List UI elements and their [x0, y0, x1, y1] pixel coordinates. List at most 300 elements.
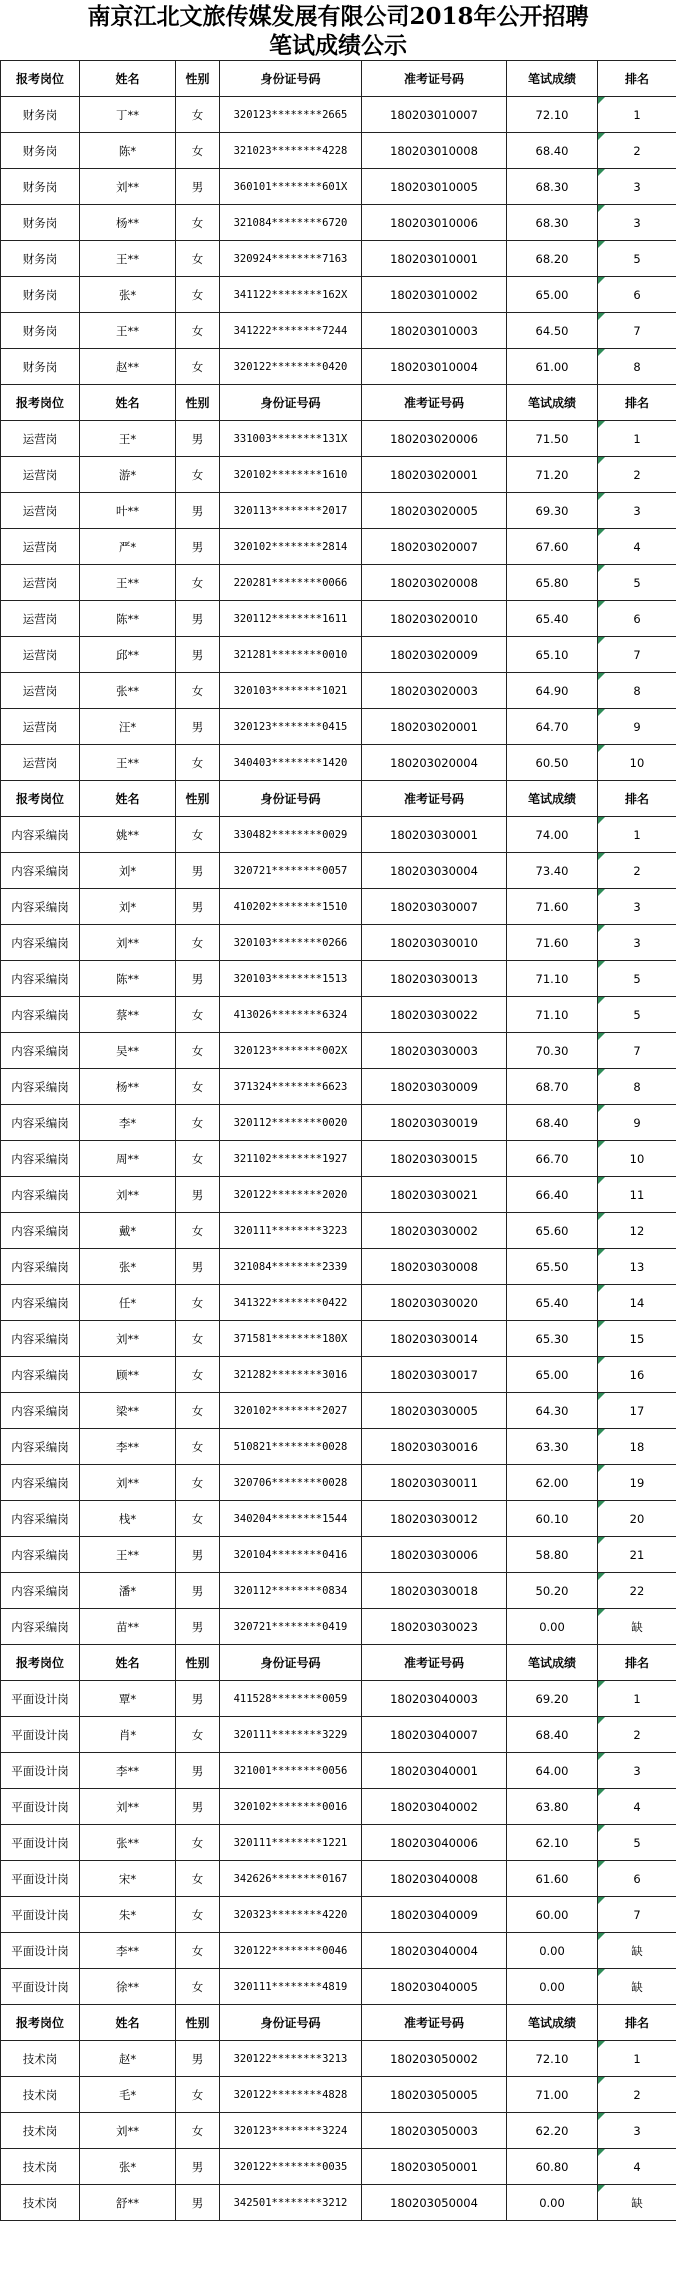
- cell-rank: 16: [598, 1357, 676, 1393]
- cell-id-number: 320111********4819: [220, 1969, 362, 2005]
- cell-id-number: 321023********4228: [220, 133, 362, 169]
- cell-rank: 5: [598, 241, 676, 277]
- table-row: [1, 961, 676, 997]
- cell-score: 0.00: [507, 2185, 598, 2221]
- cell-score: 62.20: [507, 2113, 598, 2149]
- cell-rank: 5: [598, 997, 676, 1033]
- cell-exam-number: 180203040002: [362, 1789, 507, 1825]
- header-name: 姓名: [80, 2005, 176, 2041]
- table-row: [1, 421, 676, 457]
- header-exam-number: 准考证号码: [362, 781, 507, 817]
- cell-position: 平面设计岗: [1, 1681, 80, 1717]
- cell-rank: 5: [598, 961, 676, 997]
- cell-id-number: 340204********1544: [220, 1501, 362, 1537]
- cell-exam-number: 180203030023: [362, 1609, 507, 1645]
- cell-score: 61.00: [507, 349, 598, 385]
- header-rank: 排名: [598, 2005, 676, 2041]
- cell-score: 50.20: [507, 1573, 598, 1609]
- cell-gender: 女: [176, 1825, 220, 1861]
- cell-rank: 3: [598, 1753, 676, 1789]
- cell-name: 张**: [80, 1825, 176, 1861]
- cell-name: 刘**: [80, 925, 176, 961]
- cell-id-number: 371324********6623: [220, 1069, 362, 1105]
- cell-name: 毛*: [80, 2077, 176, 2113]
- cell-name: 潘*: [80, 1573, 176, 1609]
- cell-gender: 男: [176, 493, 220, 529]
- cell-exam-number: 180203050002: [362, 2041, 507, 2077]
- cell-id-number: 341222********7244: [220, 313, 362, 349]
- cell-name: 刘**: [80, 1789, 176, 1825]
- cell-score: 65.50: [507, 1249, 598, 1285]
- cell-id-number: 321084********6720: [220, 205, 362, 241]
- cell-rank: 8: [598, 349, 676, 385]
- cell-rank: 4: [598, 2149, 676, 2185]
- cell-score: 71.10: [507, 997, 598, 1033]
- cell-score: 60.00: [507, 1897, 598, 1933]
- cell-score: 65.10: [507, 637, 598, 673]
- header-position: 报考岗位: [1, 1645, 80, 1681]
- cell-position: 内容采编岗: [1, 1393, 80, 1429]
- cell-id-number: 320721********0419: [220, 1609, 362, 1645]
- cell-exam-number: 180203020010: [362, 601, 507, 637]
- cell-id-number: 413026********6324: [220, 997, 362, 1033]
- cell-score: 60.10: [507, 1501, 598, 1537]
- header-name: 姓名: [80, 385, 176, 421]
- cell-rank: 2: [598, 1717, 676, 1753]
- header-gender: 性别: [176, 61, 220, 97]
- cell-name: 顾**: [80, 1357, 176, 1393]
- cell-score: 62.00: [507, 1465, 598, 1501]
- cell-exam-number: 180203030001: [362, 817, 507, 853]
- cell-score: 60.80: [507, 2149, 598, 2185]
- cell-score: 66.70: [507, 1141, 598, 1177]
- cell-position: 内容采编岗: [1, 889, 80, 925]
- header-score: 笔试成绩: [507, 2005, 598, 2041]
- cell-id-number: 371581********180X: [220, 1321, 362, 1357]
- cell-id-number: 320721********0057: [220, 853, 362, 889]
- cell-score: 0.00: [507, 1609, 598, 1645]
- cell-position: 内容采编岗: [1, 961, 80, 997]
- cell-gender: 男: [176, 889, 220, 925]
- cell-rank: 缺: [598, 2185, 676, 2221]
- cell-exam-number: 180203030002: [362, 1213, 507, 1249]
- cell-exam-number: 180203040001: [362, 1753, 507, 1789]
- cell-gender: 男: [176, 637, 220, 673]
- cell-rank: 10: [598, 745, 676, 781]
- table-row: [1, 817, 676, 853]
- cell-score: 65.30: [507, 1321, 598, 1357]
- cell-position: 内容采编岗: [1, 1429, 80, 1465]
- header-id-number: 身份证号码: [220, 385, 362, 421]
- cell-score: 65.80: [507, 565, 598, 601]
- cell-id-number: 320112********1611: [220, 601, 362, 637]
- table-row: [1, 97, 676, 133]
- cell-position: 技术岗: [1, 2149, 80, 2185]
- cell-position: 运营岗: [1, 565, 80, 601]
- header-exam-number: 准考证号码: [362, 2005, 507, 2041]
- cell-exam-number: 180203030016: [362, 1429, 507, 1465]
- header-position: 报考岗位: [1, 385, 80, 421]
- cell-name: 李**: [80, 1753, 176, 1789]
- cell-position: 运营岗: [1, 457, 80, 493]
- cell-gender: 女: [176, 1429, 220, 1465]
- cell-rank: 8: [598, 673, 676, 709]
- cell-id-number: 320123********2665: [220, 97, 362, 133]
- cell-score: 62.10: [507, 1825, 598, 1861]
- cell-id-number: 340403********1420: [220, 745, 362, 781]
- table-row: [1, 637, 676, 673]
- cell-score: 74.00: [507, 817, 598, 853]
- cell-position: 平面设计岗: [1, 1861, 80, 1897]
- cell-exam-number: 180203020003: [362, 673, 507, 709]
- cell-gender: 女: [176, 2113, 220, 2149]
- cell-position: 技术岗: [1, 2041, 80, 2077]
- cell-score: 67.60: [507, 529, 598, 565]
- cell-id-number: 331003********131X: [220, 421, 362, 457]
- cell-id-number: 342626********0167: [220, 1861, 362, 1897]
- cell-name: 苗**: [80, 1609, 176, 1645]
- cell-position: 内容采编岗: [1, 817, 80, 853]
- table-row: [1, 205, 676, 241]
- cell-exam-number: 180203030020: [362, 1285, 507, 1321]
- cell-gender: 女: [176, 1897, 220, 1933]
- cell-exam-number: 180203030004: [362, 853, 507, 889]
- cell-id-number: 320123********0415: [220, 709, 362, 745]
- cell-score: 0.00: [507, 1933, 598, 1969]
- cell-gender: 女: [176, 1933, 220, 1969]
- cell-name: 刘**: [80, 2113, 176, 2149]
- cell-id-number: 321001********0056: [220, 1753, 362, 1789]
- cell-score: 68.30: [507, 169, 598, 205]
- cell-id-number: 320123********002X: [220, 1033, 362, 1069]
- table-row: [1, 2041, 676, 2077]
- table-row: [1, 709, 676, 745]
- table-row: [1, 853, 676, 889]
- cell-rank: 缺: [598, 1969, 676, 2005]
- table-row: [1, 2113, 676, 2149]
- header-score: 笔试成绩: [507, 781, 598, 817]
- cell-rank: 3: [598, 889, 676, 925]
- cell-exam-number: 180203020001: [362, 457, 507, 493]
- cell-position: 内容采编岗: [1, 1465, 80, 1501]
- cell-position: 内容采编岗: [1, 1177, 80, 1213]
- cell-exam-number: 180203010002: [362, 277, 507, 313]
- table-row: [1, 1501, 676, 1537]
- cell-rank: 11: [598, 1177, 676, 1213]
- cell-score: 72.10: [507, 97, 598, 133]
- cell-gender: 女: [176, 1033, 220, 1069]
- table-row: [1, 1393, 676, 1429]
- cell-rank: 15: [598, 1321, 676, 1357]
- cell-exam-number: 180203030014: [362, 1321, 507, 1357]
- cell-exam-number: 180203030010: [362, 925, 507, 961]
- cell-position: 内容采编岗: [1, 1609, 80, 1645]
- results-table: [0, 60, 676, 2221]
- cell-name: 刘**: [80, 169, 176, 205]
- cell-rank: 7: [598, 313, 676, 349]
- header-id-number: 身份证号码: [220, 61, 362, 97]
- cell-position: 内容采编岗: [1, 1501, 80, 1537]
- cell-position: 财务岗: [1, 313, 80, 349]
- header-name: 姓名: [80, 781, 176, 817]
- cell-gender: 男: [176, 2041, 220, 2077]
- cell-gender: 女: [176, 1213, 220, 1249]
- cell-id-number: 320706********0028: [220, 1465, 362, 1501]
- cell-exam-number: 180203040005: [362, 1969, 507, 2005]
- cell-rank: 1: [598, 421, 676, 457]
- cell-exam-number: 180203030015: [362, 1141, 507, 1177]
- cell-score: 58.80: [507, 1537, 598, 1573]
- cell-exam-number: 180203030013: [362, 961, 507, 997]
- cell-name: 张*: [80, 2149, 176, 2185]
- cell-name: 张*: [80, 1249, 176, 1285]
- cell-name: 叶**: [80, 493, 176, 529]
- cell-exam-number: 180203050005: [362, 2077, 507, 2113]
- cell-gender: 女: [176, 277, 220, 313]
- cell-gender: 女: [176, 673, 220, 709]
- cell-name: 张**: [80, 673, 176, 709]
- cell-position: 内容采编岗: [1, 1141, 80, 1177]
- cell-score: 73.40: [507, 853, 598, 889]
- cell-id-number: 320102********2027: [220, 1393, 362, 1429]
- cell-gender: 男: [176, 1789, 220, 1825]
- header-rank: 排名: [598, 385, 676, 421]
- cell-gender: 女: [176, 997, 220, 1033]
- cell-rank: 7: [598, 1033, 676, 1069]
- cell-position: 财务岗: [1, 349, 80, 385]
- table-row: [1, 1861, 676, 1897]
- cell-exam-number: 180203010008: [362, 133, 507, 169]
- cell-rank: 3: [598, 2113, 676, 2149]
- cell-name: 朱*: [80, 1897, 176, 1933]
- header-position: 报考岗位: [1, 61, 80, 97]
- cell-rank: 6: [598, 277, 676, 313]
- cell-exam-number: 180203020005: [362, 493, 507, 529]
- cell-name: 汪*: [80, 709, 176, 745]
- cell-rank: 6: [598, 601, 676, 637]
- cell-gender: 男: [176, 1537, 220, 1573]
- cell-exam-number: 180203040007: [362, 1717, 507, 1753]
- cell-name: 游*: [80, 457, 176, 493]
- cell-id-number: 320122********0046: [220, 1933, 362, 1969]
- cell-gender: 男: [176, 2185, 220, 2221]
- cell-rank: 1: [598, 817, 676, 853]
- cell-id-number: 320111********1221: [220, 1825, 362, 1861]
- cell-score: 68.30: [507, 205, 598, 241]
- cell-score: 65.60: [507, 1213, 598, 1249]
- table-row: [1, 1969, 676, 2005]
- cell-position: 平面设计岗: [1, 1897, 80, 1933]
- cell-position: 内容采编岗: [1, 1105, 80, 1141]
- cell-score: 64.50: [507, 313, 598, 349]
- cell-name: 王**: [80, 241, 176, 277]
- cell-exam-number: 180203030008: [362, 1249, 507, 1285]
- cell-score: 65.00: [507, 277, 598, 313]
- cell-score: 63.30: [507, 1429, 598, 1465]
- table-row: [1, 1897, 676, 1933]
- header-score: 笔试成绩: [507, 1645, 598, 1681]
- cell-id-number: 330482********0029: [220, 817, 362, 853]
- cell-rank: 12: [598, 1213, 676, 1249]
- header-row: [1, 2005, 676, 2041]
- cell-rank: 2: [598, 2077, 676, 2113]
- cell-score: 64.90: [507, 673, 598, 709]
- cell-rank: 2: [598, 457, 676, 493]
- cell-name: 王**: [80, 745, 176, 781]
- cell-gender: 女: [176, 1357, 220, 1393]
- header-gender: 性别: [176, 1645, 220, 1681]
- cell-name: 舒**: [80, 2185, 176, 2221]
- cell-position: 运营岗: [1, 709, 80, 745]
- cell-gender: 女: [176, 1393, 220, 1429]
- cell-gender: 女: [176, 313, 220, 349]
- table-row: [1, 1609, 676, 1645]
- cell-gender: 女: [176, 1969, 220, 2005]
- cell-gender: 男: [176, 1573, 220, 1609]
- table-row: [1, 1465, 676, 1501]
- cell-position: 运营岗: [1, 673, 80, 709]
- cell-score: 66.40: [507, 1177, 598, 1213]
- cell-score: 71.50: [507, 421, 598, 457]
- header-gender: 性别: [176, 781, 220, 817]
- cell-name: 王**: [80, 313, 176, 349]
- cell-position: 内容采编岗: [1, 1537, 80, 1573]
- cell-gender: 男: [176, 709, 220, 745]
- cell-exam-number: 180203030019: [362, 1105, 507, 1141]
- cell-name: 刘*: [80, 853, 176, 889]
- cell-score: 69.30: [507, 493, 598, 529]
- cell-position: 技术岗: [1, 2185, 80, 2221]
- cell-id-number: 320112********0020: [220, 1105, 362, 1141]
- cell-exam-number: 180203030018: [362, 1573, 507, 1609]
- cell-name: 李**: [80, 1933, 176, 1969]
- cell-position: 技术岗: [1, 2113, 80, 2149]
- cell-name: 陈**: [80, 961, 176, 997]
- cell-position: 内容采编岗: [1, 1573, 80, 1609]
- table-row: [1, 1933, 676, 1969]
- cell-name: 李**: [80, 1429, 176, 1465]
- cell-id-number: 320103********1513: [220, 961, 362, 997]
- cell-position: 内容采编岗: [1, 1069, 80, 1105]
- cell-id-number: 320103********0266: [220, 925, 362, 961]
- cell-name: 覃*: [80, 1681, 176, 1717]
- cell-id-number: 320924********7163: [220, 241, 362, 277]
- cell-name: 刘*: [80, 889, 176, 925]
- table-row: [1, 1357, 676, 1393]
- table-row: [1, 313, 676, 349]
- cell-gender: 女: [176, 1465, 220, 1501]
- header-exam-number: 准考证号码: [362, 61, 507, 97]
- table-row: [1, 1717, 676, 1753]
- cell-name: 刘**: [80, 1177, 176, 1213]
- cell-score: 71.00: [507, 2077, 598, 2113]
- cell-name: 张*: [80, 277, 176, 313]
- cell-gender: 女: [176, 1069, 220, 1105]
- header-row: [1, 385, 676, 421]
- cell-exam-number: 180203010001: [362, 241, 507, 277]
- cell-position: 平面设计岗: [1, 1717, 80, 1753]
- cell-gender: 女: [176, 133, 220, 169]
- table-row: [1, 565, 676, 601]
- cell-name: 王*: [80, 421, 176, 457]
- cell-exam-number: 180203020006: [362, 421, 507, 457]
- cell-name: 严*: [80, 529, 176, 565]
- cell-position: 内容采编岗: [1, 1285, 80, 1321]
- cell-exam-number: 180203020008: [362, 565, 507, 601]
- cell-position: 内容采编岗: [1, 997, 80, 1033]
- cell-position: 平面设计岗: [1, 1933, 80, 1969]
- cell-rank: 3: [598, 169, 676, 205]
- cell-rank: 3: [598, 493, 676, 529]
- cell-exam-number: 180203030009: [362, 1069, 507, 1105]
- cell-gender: 男: [176, 1249, 220, 1285]
- cell-id-number: 320323********4220: [220, 1897, 362, 1933]
- cell-position: 技术岗: [1, 2077, 80, 2113]
- cell-id-number: 320122********2020: [220, 1177, 362, 1213]
- cell-rank: 19: [598, 1465, 676, 1501]
- title-line-1: 南京江北文旅传媒发展有限公司2018年公开招聘: [0, 2, 676, 31]
- cell-id-number: 320102********1610: [220, 457, 362, 493]
- cell-gender: 女: [176, 1105, 220, 1141]
- table-row: [1, 1573, 676, 1609]
- cell-id-number: 320112********0834: [220, 1573, 362, 1609]
- cell-rank: 14: [598, 1285, 676, 1321]
- cell-gender: 男: [176, 601, 220, 637]
- cell-id-number: 321281********0010: [220, 637, 362, 673]
- header-id-number: 身份证号码: [220, 1645, 362, 1681]
- header-score: 笔试成绩: [507, 385, 598, 421]
- cell-gender: 女: [176, 1321, 220, 1357]
- header-row: [1, 1645, 676, 1681]
- cell-id-number: 321102********1927: [220, 1141, 362, 1177]
- cell-id-number: 341322********0422: [220, 1285, 362, 1321]
- cell-exam-number: 180203020004: [362, 745, 507, 781]
- table-row: [1, 1105, 676, 1141]
- cell-exam-number: 180203040008: [362, 1861, 507, 1897]
- cell-score: 64.00: [507, 1753, 598, 1789]
- cell-position: 内容采编岗: [1, 1321, 80, 1357]
- cell-rank: 2: [598, 133, 676, 169]
- cell-gender: 男: [176, 529, 220, 565]
- cell-name: 刘**: [80, 1321, 176, 1357]
- cell-gender: 女: [176, 97, 220, 133]
- cell-gender: 女: [176, 241, 220, 277]
- cell-exam-number: 180203030011: [362, 1465, 507, 1501]
- table-row: [1, 1753, 676, 1789]
- cell-score: 68.40: [507, 1105, 598, 1141]
- cell-gender: 男: [176, 169, 220, 205]
- cell-score: 71.20: [507, 457, 598, 493]
- header-row: [1, 781, 676, 817]
- header-row: [1, 61, 676, 97]
- cell-id-number: 320104********0416: [220, 1537, 362, 1573]
- table-row: [1, 2077, 676, 2113]
- cell-gender: 女: [176, 1717, 220, 1753]
- table-row: [1, 925, 676, 961]
- cell-gender: 女: [176, 1285, 220, 1321]
- cell-score: 68.70: [507, 1069, 598, 1105]
- cell-exam-number: 180203030006: [362, 1537, 507, 1573]
- cell-position: 财务岗: [1, 241, 80, 277]
- table-row: [1, 1825, 676, 1861]
- cell-name: 王**: [80, 1537, 176, 1573]
- cell-exam-number: 180203020009: [362, 637, 507, 673]
- cell-id-number: 320113********2017: [220, 493, 362, 529]
- cell-exam-number: 180203040004: [362, 1933, 507, 1969]
- cell-exam-number: 180203020001: [362, 709, 507, 745]
- cell-gender: 女: [176, 817, 220, 853]
- table-row: [1, 457, 676, 493]
